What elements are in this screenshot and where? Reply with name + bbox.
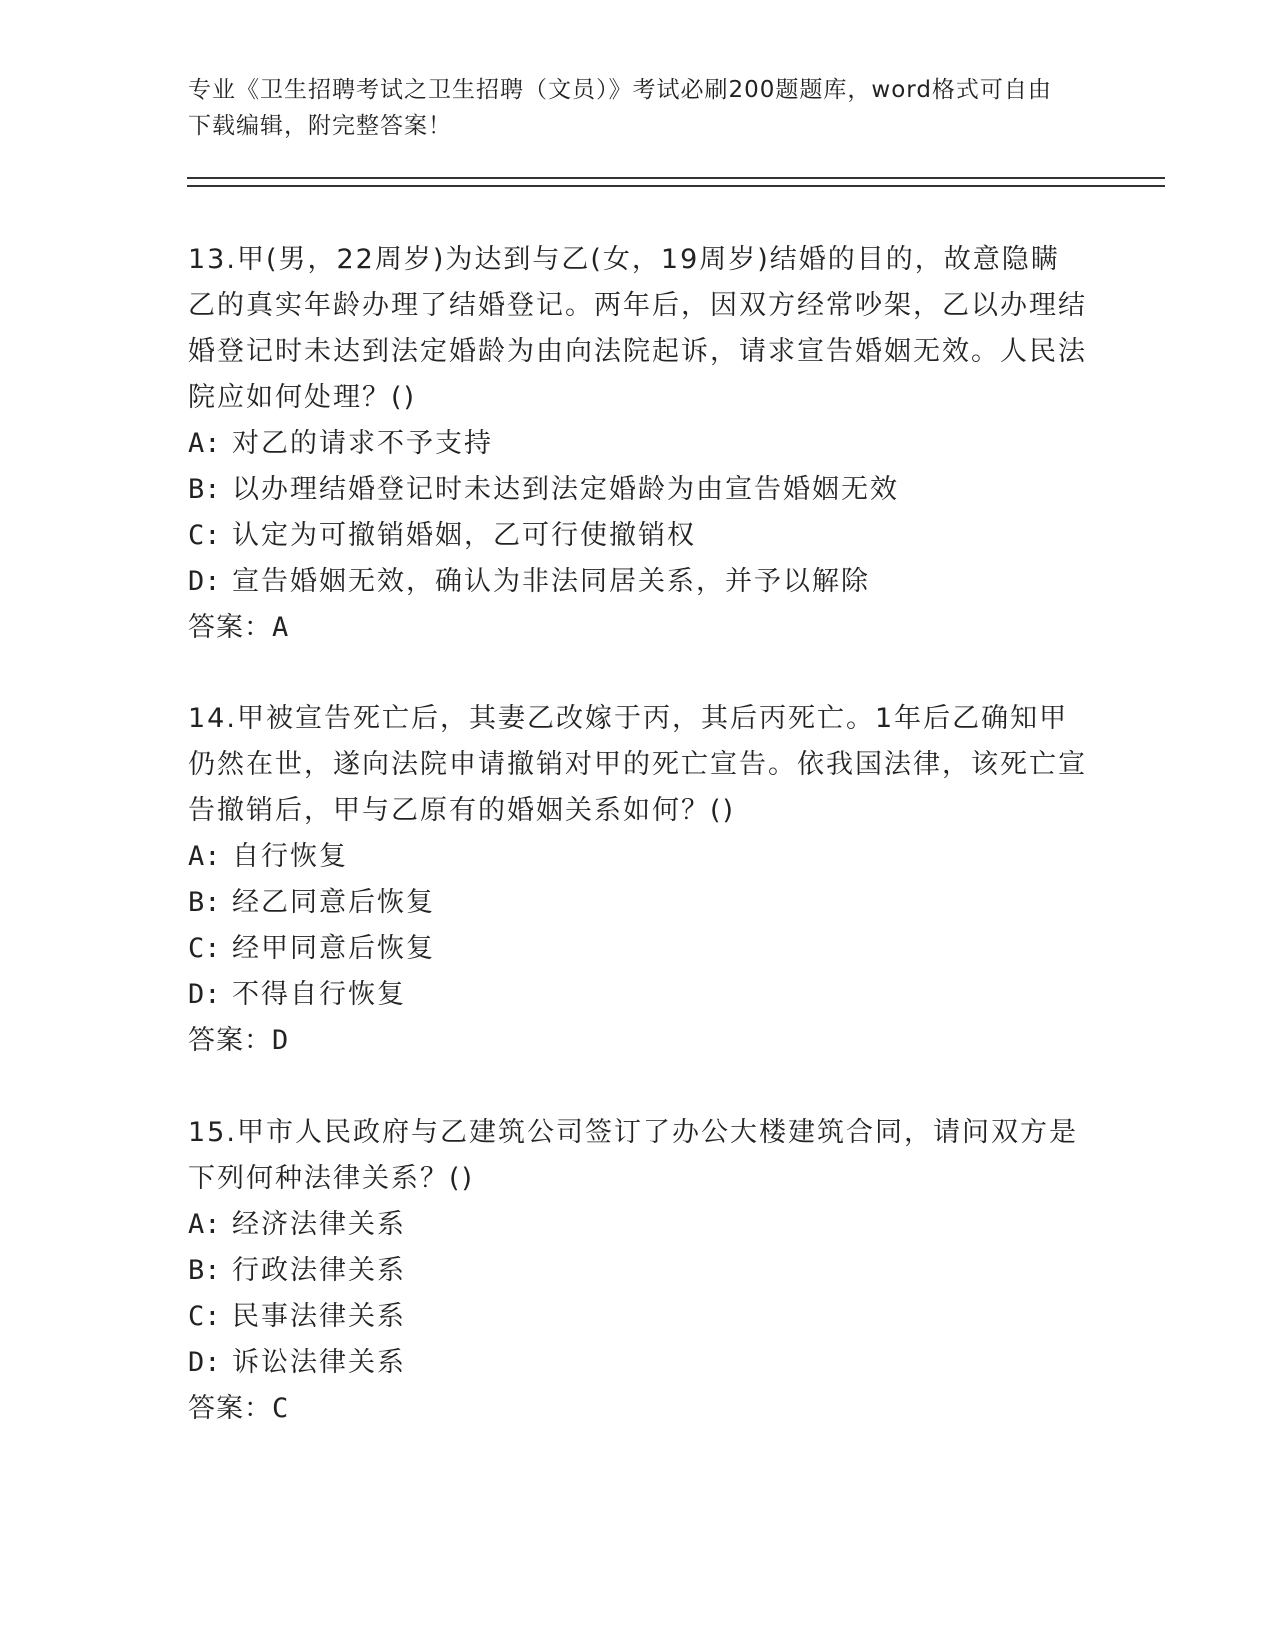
option-key: D: <box>188 1347 221 1378</box>
answer-line <box>188 1018 1088 1064</box>
option-key: C: <box>188 1301 221 1332</box>
option-a <box>188 421 1088 467</box>
option-key: A: <box>188 841 221 872</box>
option-b <box>188 467 1088 513</box>
option-key: C: <box>188 933 221 964</box>
option-c <box>188 926 1088 972</box>
option-b <box>188 880 1088 926</box>
answer-label: 答案： <box>188 1025 272 1056</box>
option-d <box>188 972 1088 1018</box>
option-key: B: <box>188 1255 221 1286</box>
option-key: A: <box>188 1209 221 1240</box>
question-13 <box>188 237 1088 651</box>
option-key: A: <box>188 428 221 459</box>
answer-value: D <box>272 1025 290 1056</box>
answer-line <box>188 1386 1088 1432</box>
question-14 <box>188 696 1088 1064</box>
option-d <box>188 559 1088 605</box>
option-text: 自行恢复 <box>232 841 348 872</box>
question-stem: 13.甲(男，22周岁)为达到与乙(女，19周岁)结婚的目的，故意隐瞒乙的真实年龄办理了结婚登记。两年后，因双方经常吵架，乙以办理结婚登记时未达到法定婚龄为由向法院起诉，请求宣告婚姻无效。人民法院应如何处理？() <box>188 244 1087 413</box>
option-a <box>188 1202 1088 1248</box>
option-text: 经甲同意后恢复 <box>232 933 435 964</box>
question-stem: 14.甲被宣告死亡后，其妻乙改嫁于丙，其后丙死亡。1年后乙确知甲仍然在世，遂向法院申请撤销对甲的死亡宣告。依我国法律，该死亡宣告撤销后，甲与乙原有的婚姻关系如何？() <box>188 703 1087 826</box>
option-text: 宣告婚姻无效，确认为非法同居关系，并予以解除 <box>232 566 870 597</box>
option-key: B: <box>188 887 221 918</box>
option-text: 民事法律关系 <box>232 1301 406 1332</box>
option-b <box>188 1248 1088 1294</box>
option-text: 认定为可撤销婚姻，乙可行使撤销权 <box>232 520 696 551</box>
option-key: C: <box>188 520 221 551</box>
option-d <box>188 1340 1088 1386</box>
option-a <box>188 834 1088 880</box>
option-key: D: <box>188 979 221 1010</box>
answer-label: 答案： <box>188 1393 272 1424</box>
answer-value: A <box>272 612 290 643</box>
answer-label: 答案： <box>188 612 272 643</box>
option-text: 以办理结婚登记时未达到法定婚龄为由宣告婚姻无效 <box>232 474 899 505</box>
option-text: 经乙同意后恢复 <box>232 887 435 918</box>
header-divider <box>187 177 1165 187</box>
option-text: 经济法律关系 <box>232 1209 406 1240</box>
answer-line <box>188 605 1088 651</box>
answer-value: C <box>272 1393 290 1424</box>
option-c <box>188 513 1088 559</box>
question-15 <box>188 1110 1088 1432</box>
question-stem: 15.甲市人民政府与乙建筑公司签订了办公大楼建筑合同，请问双方是下列何种法律关系？() <box>188 1117 1078 1194</box>
option-key: B: <box>188 474 221 505</box>
option-text: 对乙的请求不予支持 <box>232 428 493 459</box>
option-text: 不得自行恢复 <box>232 979 406 1010</box>
option-text: 诉讼法律关系 <box>232 1347 406 1378</box>
option-text: 行政法律关系 <box>232 1255 406 1286</box>
document-header: 专业《卫生招聘考试之卫生招聘（文员）》考试必刷200题题库，word格式可自由下载编辑，附完整答案！ <box>188 77 1052 139</box>
option-c <box>188 1294 1088 1340</box>
option-key: D: <box>188 566 221 597</box>
